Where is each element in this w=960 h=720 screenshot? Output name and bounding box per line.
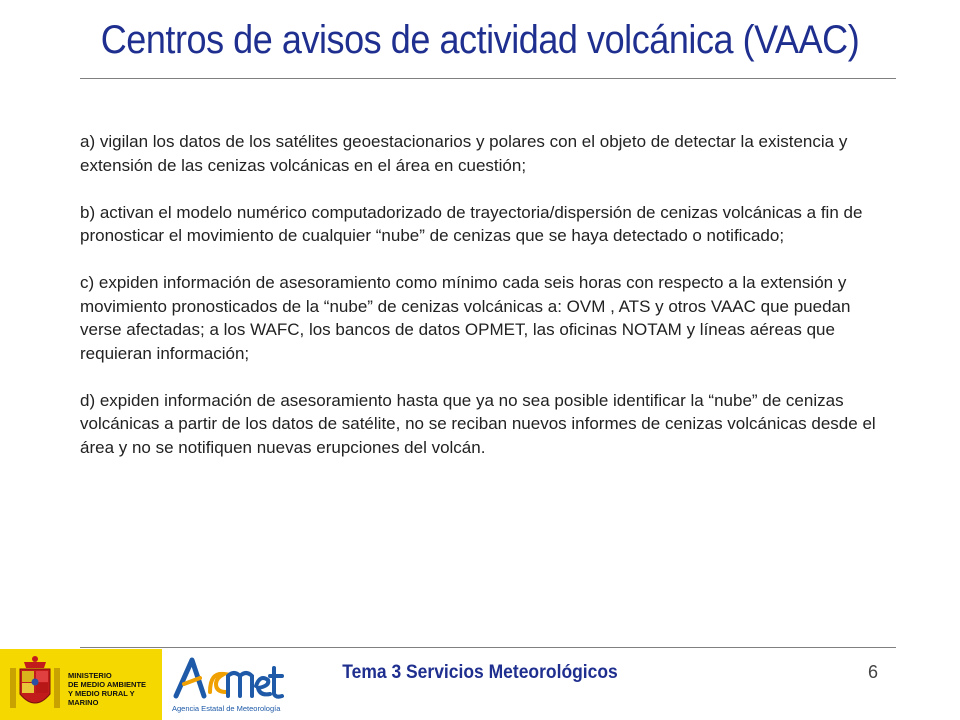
paragraph-c: c) expiden información de asesoramiento como mínimo cada seis horas con respecto a la extensión y movimiento pronosticados de la “nube” de cenizas volcánicas a: OVM , ATS y otros VAAC que puedan verse afectadas; a los WAFC, los bancos de datos OPMET, las oficinas NOTAM y líneas aéreas que requieran información; bbox=[80, 273, 851, 363]
footer-divider bbox=[80, 647, 896, 648]
ministry-line: DE MEDIO AMBIENTE bbox=[68, 680, 147, 689]
paragraph-a: a) vigilan los datos de los satélites geoestacionarios y polares con el objeto de detectar la existencia y extensión de las cenizas volcánicas en el área en cuestión; bbox=[80, 132, 848, 175]
paragraph-b: b) activan el modelo numérico computadorizado de trayectoria/dispersión de cenizas volcánicas a fin de pronosticar el movimiento de cualquier “nube” de cenizas que se haya detectado o notificado; bbox=[80, 202, 863, 245]
ministry-line: MINISTERIO bbox=[68, 671, 112, 680]
title-divider bbox=[80, 78, 896, 79]
aemet-caption: Agencia Estatal de Meteorología bbox=[172, 704, 281, 713]
slide-title: Centros de avisos de actividad volcánica (VAAC) bbox=[100, 18, 860, 62]
footer-title: Tema 3 Servicios Meteorológicos bbox=[342, 662, 618, 683]
page-number: 6 bbox=[868, 662, 879, 682]
paragraph-d: d) expiden información de asesoramiento hasta que ya no sea posible identificar la “nube” de cenizas volcánicas a partir de los datos de satélite, no se reciban nuevos informes de cenizas volcánicas desde el área y no se notifiquen nuevas erupciones del volcán. bbox=[80, 390, 876, 457]
ministry-logo bbox=[0, 649, 162, 720]
ministry-line: Y MEDIO RURAL Y MARINO bbox=[68, 689, 135, 707]
slide-body bbox=[80, 130, 880, 483]
